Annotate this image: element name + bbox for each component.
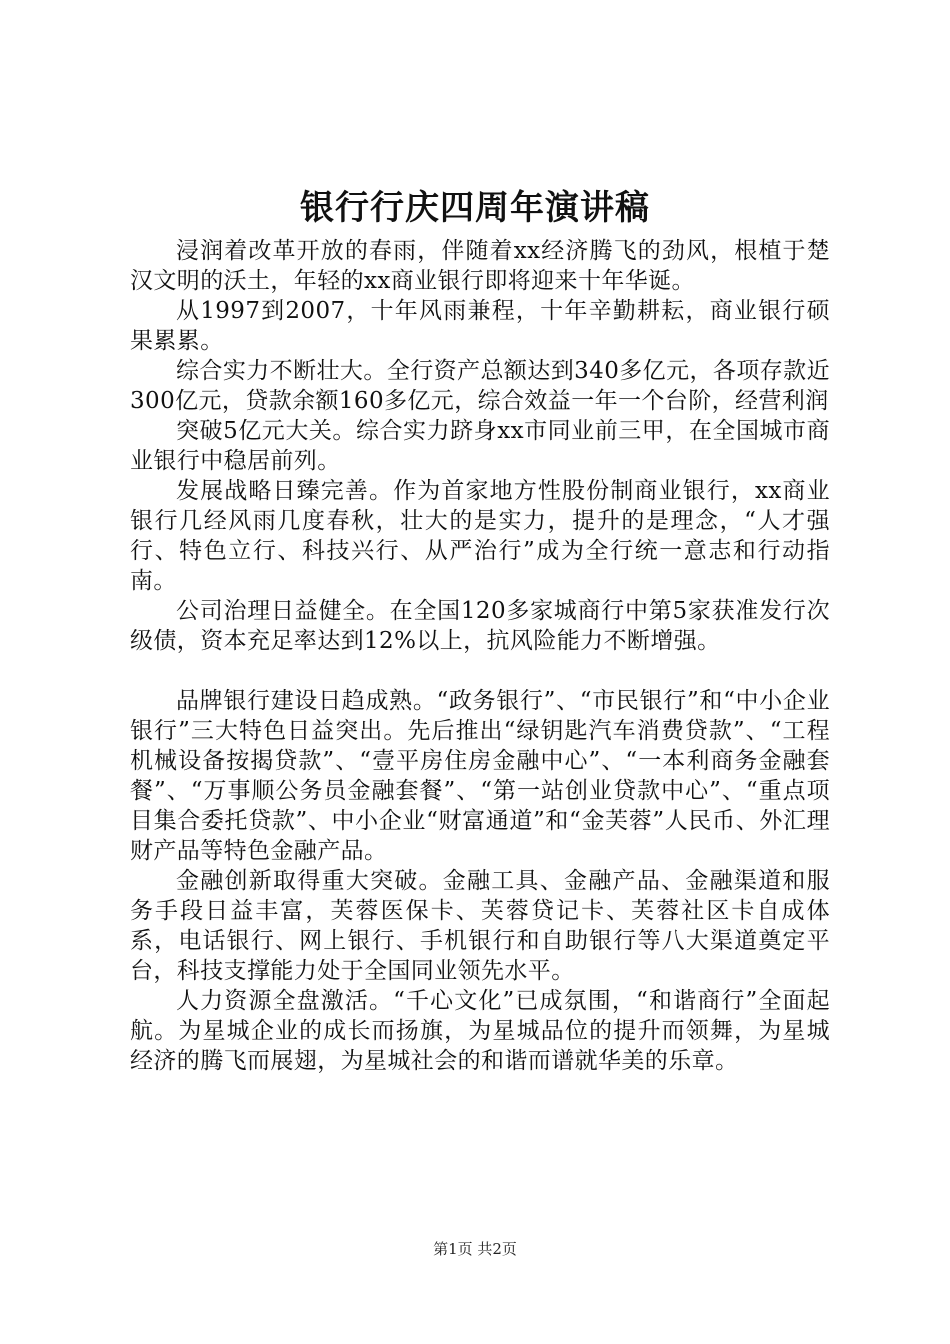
page-footer: 第1页 共2页: [433, 1240, 517, 1258]
document-body: [130, 236, 830, 1076]
document-title: 银行行庆四周年演讲稿: [300, 188, 650, 228]
paragraph-strength: 综合实力不断壮大。全行资产总额达到340多亿元，各项存款近300亿元，贷款余额160多亿元，综合效益一年一个台阶，经营利润: [130, 358, 830, 414]
paragraph-innovation: 金融创新取得重大突破。金融工具、金融产品、金融渠道和服务手段日益丰富，芙蓉医保卡、芙蓉贷记卡、芙蓉社区卡自成体系，电话银行、网上银行、手机银行和自助银行等八大渠道奠定平台，科技支撑能力处于全国同业领先水平。: [130, 868, 830, 984]
paragraph-human-resources: 人力资源全盘激活。“千心文化”已成氛围，“和谐商行”全面起航。为星城企业的成长而扬旗，为星城品位的提升而领舞，为星城经济的腾飞而展翅，为星城社会的和谐而谱就华美的乐章。: [130, 988, 830, 1074]
paragraph-decade: 从1997到2007，十年风雨兼程，十年辛勤耕耘，商业银行硕果累累。: [130, 298, 830, 354]
paragraph-brand: 品牌银行建设日趋成熟。“政务银行”、“市民银行”和“中小企业银行”三大特色日益突出。先后推出“绿钥匙汽车消费贷款”、“工程机械设备按揭贷款”、“壹平房住房金融中心”、“一本利商务金融套餐”、“万事顺公务员金融套餐”、“第一站创业贷款中心”、“重点项目集合委托贷款”、中小企业“财富通道”和“金芙蓉”人民币、外汇理财产品等特色金融产品。: [130, 688, 830, 864]
paragraph-profit: 突破5亿元大关。综合实力跻身xx市同业前三甲，在全国城市商业银行中稳居前列。: [130, 418, 830, 474]
paragraph-governance: 公司治理日益健全。在全国120多家城商行中第5家获准发行次级债，资本充足率达到12%以上，抗风险能力不断增强。: [130, 598, 830, 654]
paragraph-strategy: 发展战略日臻完善。作为首家地方性股份制商业银行，xx商业银行几经风雨几度春秋，壮大的是实力，提升的是理念，“人才强行、特色立行、科技兴行、从严治行”成为全行统一意志和行动指南。: [130, 478, 830, 594]
paragraph-intro: 浸润着改革开放的春雨，伴随着xx经济腾飞的劲风，根植于楚汉文明的沃土，年轻的xx商业银行即将迎来十年华诞。: [130, 238, 830, 294]
